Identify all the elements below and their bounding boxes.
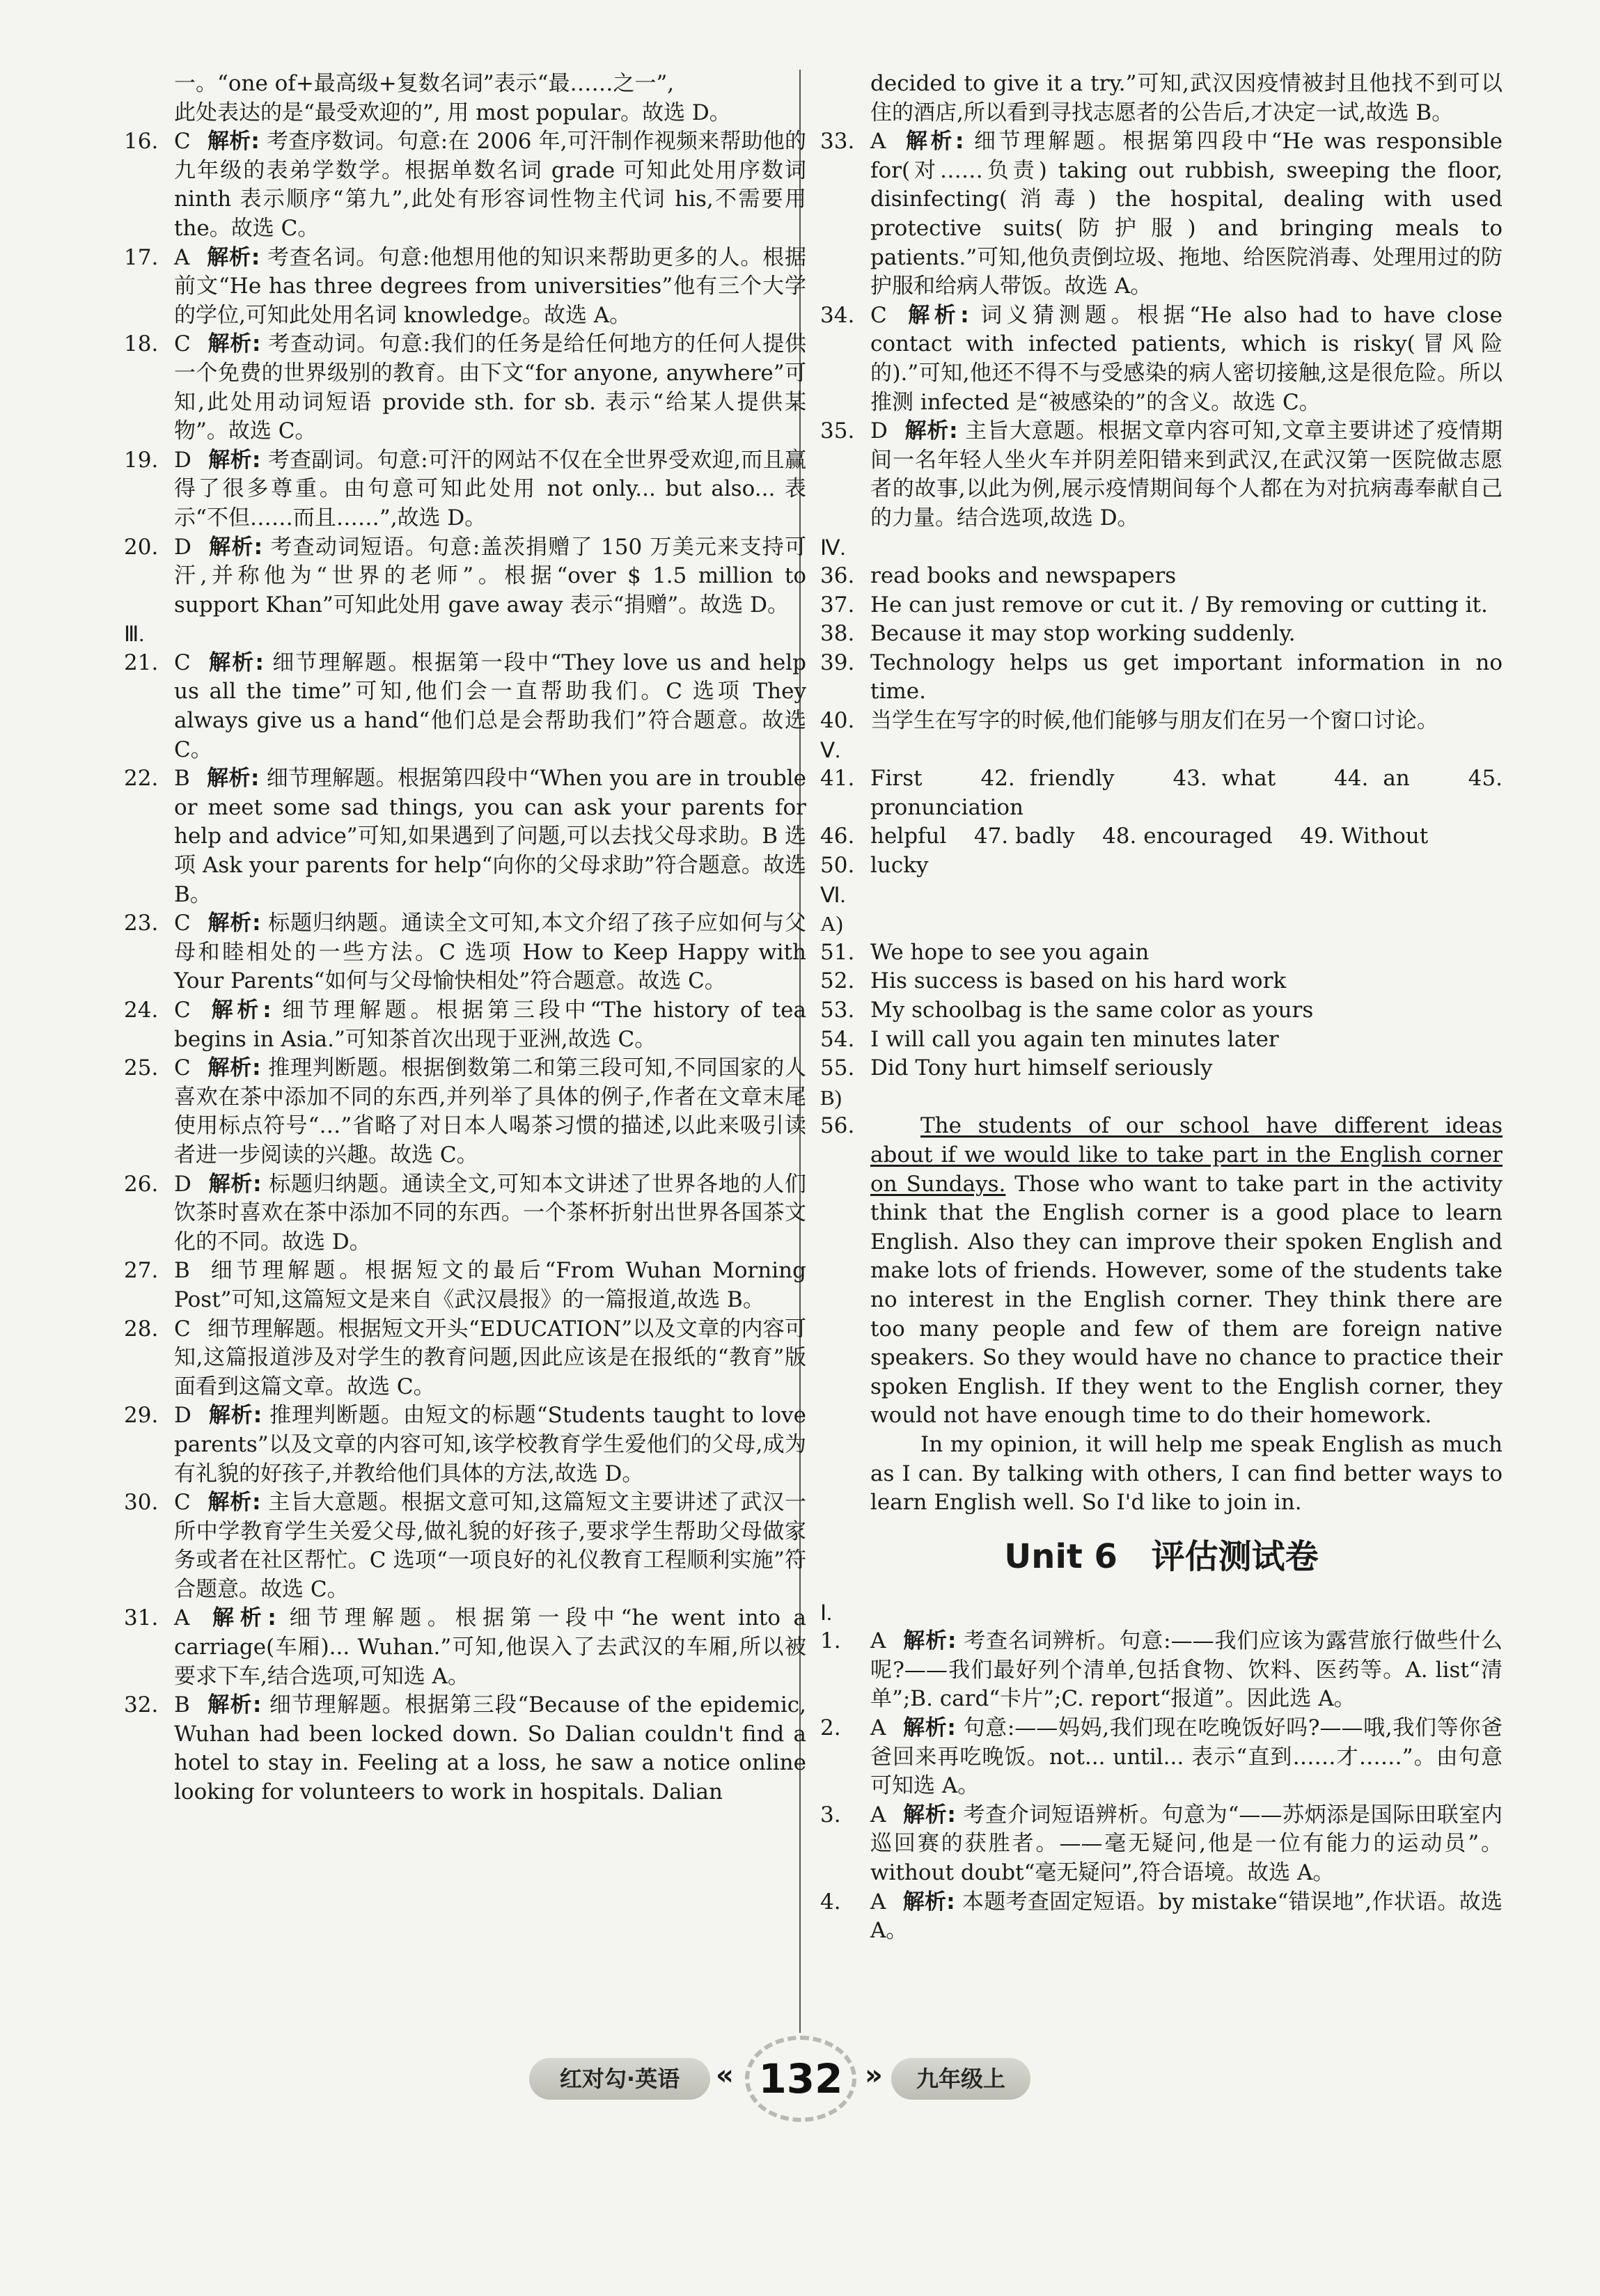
item-32-continuation: decided to give it a try.”可知,武汉因疫情被封且他找不到可以住的酒店,所以看到寻找志愿者的公告后,才决定一试,故选 B。: [870, 71, 1503, 125]
item-answer: D: [174, 534, 191, 560]
item-text: I will call you again ten minutes later: [870, 1026, 1279, 1052]
item-answer: C: [174, 1055, 191, 1081]
item-answer: A: [870, 1802, 886, 1827]
answer-item: [820, 591, 1503, 620]
blank-num: 43.: [1172, 766, 1207, 792]
left-column: [124, 70, 806, 1807]
item-number: 32.: [124, 1692, 159, 1718]
answer-item: [820, 707, 1503, 736]
item-number: 34.: [820, 302, 855, 328]
blank-num: 48.: [1102, 824, 1137, 849]
essay-para1-rest: Those who want to take part in the activity think that the English corner is a good place to learn English. Also they can improve their spoken English and make lots of friends. However, some of the students take no interest in the English corner. They think there are too many people and few of them are foreign native speakers. So they would have no chance to practice their spoken English. If they went to the English corner, they would not have enough time to do their homework.: [870, 1171, 1503, 1429]
blank-answer: Without: [1341, 824, 1429, 849]
item-analysis-tag: 解析:: [902, 1802, 956, 1827]
item-answer: A: [870, 1628, 886, 1654]
item-analysis-tag: 解析:: [207, 998, 272, 1023]
item-number: 21.: [124, 650, 159, 675]
item-analysis-tag: 解析:: [206, 1605, 276, 1631]
item-text: 本题考查固定短语。by mistake“错误地”,作状语。故选 A。: [870, 1889, 1503, 1944]
answer-item: [820, 562, 1503, 591]
blank-answer: friendly: [1029, 766, 1115, 792]
blank-num: 41.: [820, 766, 855, 792]
item-answer: C: [174, 998, 191, 1023]
item-answer: C: [174, 911, 191, 936]
item-number: 20.: [124, 534, 159, 560]
answer-item: [124, 1604, 806, 1691]
item-text: 推理判断题。由短文的标题“Students taught to love parents”以及文章的内容可知,该学校教育学生爱他们的父母,成为有礼貌的好孩子,并教给他们具体的方法,故选 D。: [174, 1403, 806, 1486]
answer-item: [820, 1627, 1503, 1714]
item-analysis-tag: 解析:: [207, 534, 263, 560]
blank-answer: First: [870, 766, 923, 792]
item-number: 33.: [820, 129, 855, 155]
item-answer: C: [870, 302, 887, 328]
item-text: 细节理解题。根据第四段中“He was responsible for(对……负责) taking out rubbish, sweeping the floor, disinfecting(消毒) the hospital, dealing with used protective suits(防护服) and bringing meals to patients.”可知,他负责倒垃圾、拖地、给医院消毒、处理用过的防护服和给病人带饭。故选 A。: [870, 129, 1503, 299]
item-answer: B: [174, 766, 190, 792]
item-number: 18.: [124, 331, 159, 357]
unit6-items: [820, 1627, 1503, 1946]
item-text: My schoolbag is the same color as yours: [870, 998, 1314, 1023]
answer-item: [820, 1801, 1503, 1888]
item-number: 40.: [820, 708, 855, 734]
page-footer: [515, 2033, 1086, 2123]
blank-answer: an: [1383, 766, 1410, 792]
part-a-label: A): [820, 911, 843, 936]
essay-num: 56.: [820, 1113, 855, 1139]
item-text: 考查序数词。句意:在 2006 年,可汗制作视频来帮助他的九年级的表弟学数学。根据单数名词 grade 可知此处用序数词 ninth 表示顺序“第九”,此处有形容词性物主代词 his,不需要用 the。故选 C。: [174, 129, 806, 241]
item-number: 55.: [820, 1055, 855, 1081]
item-number: 26.: [124, 1171, 159, 1197]
answer-item: [820, 127, 1503, 301]
item-text: 细节理解题。根据短文的最后“From Wuhan Morning Post”可知,这篇短文是来自《武汉晨报》的一篇报道,故选 B。: [174, 1258, 806, 1312]
item-text: 考查动词短语。句意:盖茨捐赠了 150 万美元来支持可汗,并称他为“世界的老师”。根据“over $ 1.5 million to support Khan”可知此处用 gave away 表示“捐赠”。故选 D。: [174, 534, 806, 618]
essay-body: [870, 1112, 1503, 1517]
item-text: 细节理解题。根据第一段中“They love us and help us all the time”可知,他们会一直帮助我们。C 选项 They always give us a hand“他们总是会帮助我们”符合题意。故选 C。: [174, 650, 806, 762]
item-analysis-tag: 解析:: [207, 650, 264, 675]
item-analysis-tag: 解析:: [206, 244, 260, 270]
answer-item: [820, 1714, 1503, 1801]
answer-item: [820, 1054, 1503, 1083]
item-answer: A: [174, 244, 190, 270]
answer-item: [820, 996, 1503, 1025]
item-text: His success is based on his hard work: [870, 968, 1287, 994]
book-name-badge: 红对勾·英语: [529, 2058, 710, 2100]
item-number: 25.: [124, 1055, 159, 1081]
answer-item: [124, 1315, 806, 1402]
right-chevron: »: [865, 2059, 883, 2091]
answer-item: [124, 446, 806, 533]
answer-item: [124, 909, 806, 996]
blanks-line-3: [820, 851, 1503, 881]
section-1-label: Ⅰ.: [820, 1600, 832, 1625]
item-text: 考查副词。句意:可汗的网站不仅在全世界受欢迎,而且赢得了很多尊重。由句意可知此处用 not only... but also... 表示“不但……而且……”,故选 D。: [174, 447, 806, 530]
item-number: 2.: [820, 1715, 841, 1741]
answer-item: [820, 417, 1503, 533]
item-number: 38.: [820, 621, 855, 647]
item-text: 考查名词辨析。句意:——我们应该为露营旅行做些什么呢?——我们最好列个清单,包括食物、饮料、医药等。A. list“清单”;B. card“卡片”;C. report“报道”。因此选 A。: [870, 1628, 1503, 1712]
item-number: 19.: [124, 447, 159, 473]
item-text: 词义猜测题。根据“He also had to have close contact with infected patients, which is risky(冒风险的).”可知,他还不得不与受感染的病人密切接触,这是很危险。所以推测 infected 是“被感染的”的含义。故选 C。: [870, 302, 1503, 415]
answer-item: [820, 301, 1503, 417]
item-text: 细节理解题。根据第四段中“When you are in trouble or meet some sad things, you can ask your parents for help and advice”可知,如果遇到了问题,可以去找父母求助。B 选项 Ask your parents for help“向你的父母求助”符合题意。故选 B。: [174, 766, 806, 907]
item-analysis-tag: 解析:: [206, 1692, 262, 1718]
item-answer: A: [870, 129, 886, 155]
blank-num: 49.: [1300, 824, 1335, 849]
answer-item: [124, 649, 806, 764]
intro-line-1: 一。“one of+最高级+复数名词”表示“最……之一”,: [174, 71, 675, 96]
item-answer: A: [870, 1715, 886, 1741]
item-analysis-tag: 解析:: [902, 1715, 956, 1741]
item-text: read books and newspapers: [870, 563, 1177, 589]
item-number: 37.: [820, 592, 855, 618]
item-analysis-tag: 解析:: [207, 911, 261, 936]
answer-item: [124, 1054, 806, 1170]
blank-num: 50.: [820, 853, 855, 879]
item-text: Technology helps us get important information in no time.: [870, 650, 1503, 705]
part-b-label: B): [820, 1085, 842, 1110]
answer-item: [820, 620, 1503, 649]
unit-heading: [820, 1536, 1503, 1578]
item-analysis-tag: 解析:: [903, 302, 969, 328]
answer-item: [124, 1401, 806, 1488]
answer-item: [124, 764, 806, 909]
answer-item: [124, 127, 806, 243]
item-number: 36.: [820, 563, 855, 589]
answer-item: [820, 1888, 1503, 1946]
page-number: 132: [758, 2055, 843, 2102]
blanks-line-1: [820, 764, 1503, 822]
item-number: 27.: [124, 1258, 159, 1284]
answer-item: [820, 649, 1503, 707]
item-analysis-tag: 解析:: [207, 1055, 261, 1081]
blanks-line-2: [820, 822, 1503, 851]
item-number: 54.: [820, 1026, 855, 1052]
blank-num: 42.: [980, 766, 1015, 792]
section-3-label: Ⅲ.: [124, 622, 145, 647]
item-text: 当学生在写字的时候,他们能够与朋友们在另一个窗口讨论。: [870, 708, 1438, 734]
item-answer: C: [174, 129, 191, 155]
item-number: 17.: [124, 244, 159, 270]
item-text: 句意:——妈妈,我们现在吃晚饭好吗?——哦,我们等你爸爸回来再吃晚饭。not... until... 表示“直到……才……”。由句意可知选 A。: [870, 1715, 1503, 1799]
item-number: 29.: [124, 1403, 159, 1429]
item-number: 31.: [124, 1605, 159, 1631]
essay-paragraph-1: [870, 1112, 1503, 1431]
item-number: 22.: [124, 766, 159, 792]
answers-section-4: [820, 562, 1503, 736]
item-number: 52.: [820, 968, 855, 994]
unit-label: Unit 6: [1004, 1536, 1117, 1576]
item-answer: C: [174, 650, 191, 675]
answer-item: [820, 1025, 1503, 1055]
item-text: 考查名词。句意:他想用他的知识来帮助更多的人。根据前文“He has three degrees from universities”他有三个大学的学位,可知此处用名词 knowledge。故选 A。: [174, 244, 806, 328]
item-number: 23.: [124, 911, 159, 936]
item-analysis-tag: 解析:: [207, 129, 260, 155]
item-text: 考查动词。句意:我们的任务是给任何地方的任何人提供一个免费的世界级别的教育。由下文“for anyone, anywhere”可知,此处用动词短语 provide sth. for sb. 表示“给某人提供某物”。故选 C。: [174, 331, 806, 444]
answer-item: [124, 244, 806, 331]
blank-answer: helpful: [870, 824, 947, 849]
unit-title: 评估测试卷: [1151, 1536, 1319, 1576]
left-chevron: «: [716, 2059, 734, 2091]
blank-answer: what: [1221, 766, 1276, 792]
item-analysis-tag: 解析:: [902, 1628, 957, 1654]
answer-item: [124, 996, 806, 1054]
item-answer: A: [870, 1889, 886, 1914]
blank-num: 44.: [1334, 766, 1369, 792]
item-text: 细节理解题。根据第三段中“The history of tea begins in Asia.”可知茶首次出现于亚洲,故选 C。: [174, 998, 807, 1052]
item-answer: D: [174, 447, 191, 473]
item-answer: D: [174, 1403, 191, 1429]
item-answer: D: [870, 418, 888, 444]
item-number: 24.: [124, 998, 159, 1023]
item-number: 51.: [820, 939, 855, 965]
answer-item: [820, 967, 1503, 996]
answer-item: [124, 1170, 806, 1257]
blank-num: 47.: [973, 824, 1009, 849]
item-number: 35.: [820, 418, 855, 444]
item-text: 主旨大意题。根据文章内容可知,文章主要讲述了疫情期间一名年轻人坐火车并阴差阳错来到武汉,在武汉第一医院做志愿者的故事,以此为例,展示疫情期间每个人都在为对抗病毒奉献自己的力量。结合选项,故选 D。: [870, 418, 1503, 530]
left-items-2: [124, 649, 806, 1807]
essay-56: [820, 1112, 1503, 1517]
item-answer: C: [174, 1490, 191, 1516]
item-analysis-tag: 解析:: [206, 766, 260, 792]
item-answer: C: [174, 1316, 191, 1342]
item-answer: C: [174, 331, 191, 357]
answer-item: [820, 938, 1503, 968]
intro-line-2: 此处表达的是“最受欢迎的”, 用 most popular。故选 D。: [174, 100, 731, 125]
item-text: 推理判断题。根据倒数第二和第三段可知,不同国家的人喜欢在茶中添加不同的东西,并列举了具体的例子,作者在文章末尾使用标点符号“…”省略了对日本人喝茶习惯的描述,以此来吸引读者进一步阅读的兴趣。故选 C。: [174, 1055, 806, 1167]
item-answer: B: [174, 1692, 190, 1718]
blank-answer: pronunciation: [870, 794, 1023, 820]
item-answer: D: [174, 1171, 191, 1197]
item-number: 16.: [124, 129, 159, 155]
blank-num: 45.: [1468, 766, 1503, 792]
right-items: [820, 127, 1503, 533]
item-analysis-tag: 解析:: [207, 447, 261, 473]
item-analysis-tag: 解析:: [904, 418, 958, 444]
answer-item: [124, 533, 806, 620]
section-5-label: Ⅴ.: [820, 737, 840, 762]
item-analysis-tag: 解析:: [207, 331, 261, 357]
section-4-label: Ⅳ.: [820, 535, 846, 560]
item-analysis-tag: 解析:: [207, 1490, 261, 1516]
item-text: Because it may stop working suddenly.: [870, 621, 1296, 647]
item-number: 30.: [124, 1490, 159, 1516]
essay-underlined-sentence: The students of our school have different ideas about if we would like to take part in the English corner on Sundays.: [870, 1113, 1503, 1197]
item-analysis-tag: 解析:: [902, 129, 964, 155]
item-text: Did Tony hurt himself seriously: [870, 1055, 1213, 1081]
item-number: 53.: [820, 998, 855, 1023]
item-analysis-tag: 解析:: [207, 1403, 262, 1429]
item-number: 3.: [820, 1802, 841, 1827]
item-number: 28.: [124, 1316, 159, 1342]
right-column: [820, 70, 1503, 1946]
section-6-label: Ⅵ.: [820, 882, 846, 907]
essay-paragraph-2: In my opinion, it will help me speak English as much as I can. By talking with others, I can find better ways to learn English well. So I'd like to join in.: [870, 1431, 1503, 1516]
left-items: [124, 127, 806, 620]
blank-num: 46.: [820, 824, 855, 849]
item-answer: A: [174, 1605, 190, 1631]
item-analysis-tag: 解析:: [902, 1889, 955, 1914]
item-text: 细节理解题。根据短文开头“EDUCATION”以及文章的内容可知,这篇报道涉及对学生的教育问题,因此应该是在报纸的“教育”版面看到这篇文章。故选 C。: [174, 1316, 806, 1399]
blank-answer: badly: [1015, 824, 1075, 849]
item-text: He can just remove or cut it. / By removing or cutting it.: [870, 592, 1488, 618]
item-analysis-tag: 解析:: [207, 1171, 262, 1197]
item-text: 细节理解题。根据第一段中“he went into a carriage(车厢)... Wuhan.”可知,他误入了去武汉的车厢,所以被要求下车,结合选项,可知选 A。: [174, 1605, 806, 1689]
answers-section-6: [820, 938, 1503, 1083]
item-answer: B: [174, 1258, 190, 1284]
answer-item: [124, 1257, 806, 1314]
blank-answer: lucky: [870, 853, 929, 879]
item-text: 细节理解题。根据第三段“Because of the epidemic, Wuhan had been locked down. So Dalian couldn't find a hotel to stay in. Feeling at a loss, he saw a notice online looking for volunteers to work in hospitals. Dalian: [174, 1692, 806, 1805]
item-text: 考查介词短语辨析。句意为“——苏炳添是国际田联室内巡回赛的获胜者。——毫无疑问,他是一位有能力的运动员”。without doubt“毫无疑问”,符合语境。故选 A。: [870, 1802, 1503, 1886]
item-text: 标题归纳题。通读全文可知,本文介绍了孩子应如何与父母和睦相处的一些方法。C 选项 How to Keep Happy with Your Parents“如何与父母愉快相处”符合题意。故选 C。: [174, 911, 806, 994]
answer-item: [124, 1691, 806, 1807]
item-number: 39.: [820, 650, 855, 675]
item-number: 1.: [820, 1628, 841, 1654]
answer-item: [124, 1488, 806, 1604]
grade-badge: 九年级上: [891, 2058, 1030, 2100]
blank-answer: encouraged: [1143, 824, 1273, 849]
item-text: 主旨大意题。根据文意可知,这篇短文主要讲述了武汉一所中学教育学生关爱父母,做礼貌的好孩子,要求学生帮助父母做家务或者在社区帮忙。C 选项“一项良好的礼仪教育工程顺利实施”符合题意。故选 C。: [174, 1490, 806, 1602]
item-text: We hope to see you again: [870, 939, 1150, 965]
answer-item: [124, 330, 806, 446]
page-number-badge: [745, 2036, 856, 2122]
item-text: 标题归纳题。通读全文,可知本文讲述了世界各地的人们饮茶时喜欢在茶中添加不同的东西。一个茶杯折射出世界各国茶文化的不同。故选 D。: [174, 1171, 806, 1255]
item-number: 4.: [820, 1889, 841, 1914]
